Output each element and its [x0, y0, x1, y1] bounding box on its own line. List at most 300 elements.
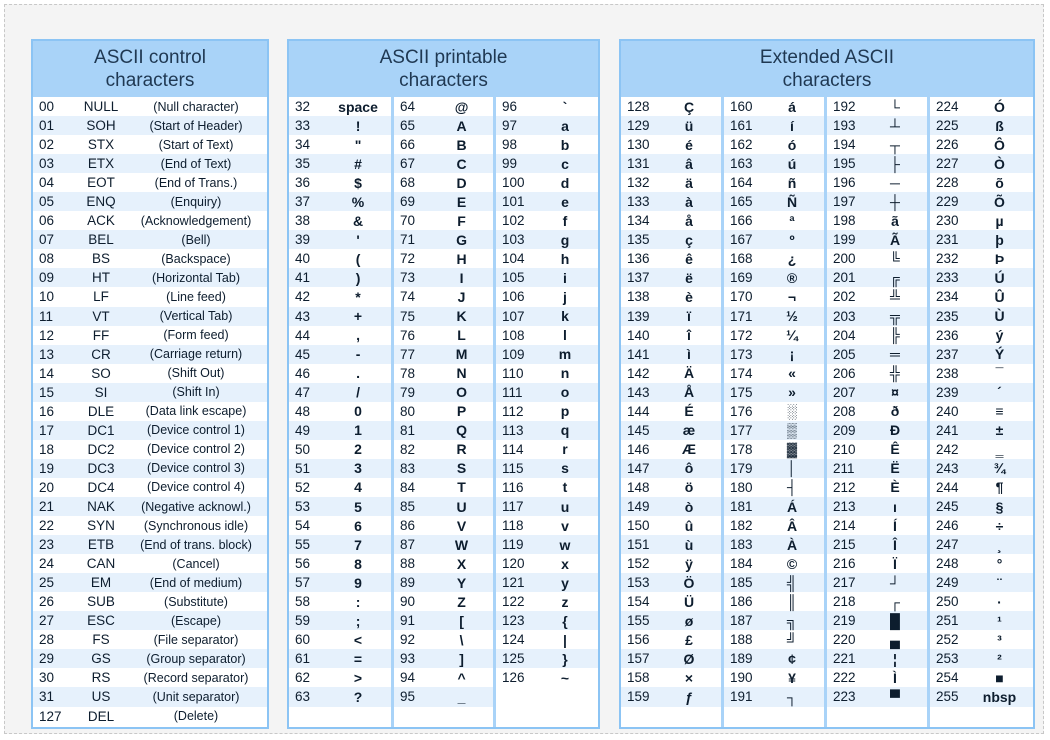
control-abbreviation: EM [90, 575, 112, 591]
character-glyph: Y [456, 574, 467, 591]
table-row [930, 135, 1033, 154]
code-number: 77 [400, 346, 416, 362]
table-row [394, 135, 493, 154]
table-row [33, 440, 267, 459]
character-glyph: ´ [997, 384, 1002, 401]
character-glyph: w [559, 536, 571, 553]
character-glyph: ╦ [890, 308, 900, 325]
character-glyph: + [353, 308, 363, 325]
code-number: 188 [730, 632, 753, 648]
table-row [621, 230, 721, 249]
character-glyph: . [356, 365, 360, 382]
character-glyph: ░ [787, 403, 797, 420]
code-number: 207 [833, 384, 856, 400]
table-row [496, 345, 598, 364]
character-glyph: ¨ [997, 574, 1002, 591]
character-glyph: ï [687, 308, 691, 325]
character-glyph: ▒ [787, 422, 797, 439]
code-number: 96 [502, 99, 518, 115]
table-row [289, 573, 391, 592]
code-number: 156 [627, 632, 650, 648]
character-glyph: A [456, 117, 467, 134]
control-description: (End of trans. block) [140, 537, 252, 552]
table-row [394, 687, 493, 706]
control-description: (End of Text) [160, 156, 232, 171]
character-glyph: ` [562, 98, 568, 115]
character-glyph: ┼ [890, 193, 900, 210]
code-number: 225 [936, 118, 959, 134]
character-glyph: i [563, 269, 567, 286]
table-row [496, 97, 598, 116]
character-glyph: ' [356, 231, 360, 248]
character-glyph: j [563, 288, 567, 305]
code-number: 32 [295, 99, 311, 115]
table-row [930, 230, 1033, 249]
table-row [496, 249, 598, 268]
character-glyph: Ä [683, 365, 695, 382]
table-row [394, 192, 493, 211]
table-row [33, 497, 267, 516]
code-number: 18 [39, 441, 55, 457]
character-glyph: À [786, 536, 798, 553]
table-row [289, 459, 391, 478]
table-row [930, 611, 1033, 630]
character-glyph: └ [890, 98, 900, 115]
code-number: 196 [833, 175, 856, 191]
table-row [930, 402, 1033, 421]
character-glyph: Þ [994, 250, 1005, 267]
character-glyph: y [561, 574, 569, 591]
character-glyph: C [456, 155, 467, 172]
table-row [394, 421, 493, 440]
code-number: 134 [627, 213, 650, 229]
table-row [621, 326, 721, 345]
character-glyph: W [454, 536, 469, 553]
code-number: 63 [295, 689, 311, 705]
code-number: 02 [39, 137, 55, 153]
character-glyph: ± [995, 422, 1004, 439]
character-glyph: Î [893, 536, 897, 553]
character-glyph: ≡ [995, 403, 1004, 420]
code-number: 208 [833, 403, 856, 419]
code-number: 85 [400, 499, 416, 514]
character-glyph: Í [893, 517, 897, 534]
table-row [724, 440, 824, 459]
table-row [827, 135, 927, 154]
table-row [394, 287, 493, 306]
table-row [394, 649, 493, 668]
character-glyph: - [355, 346, 361, 363]
control-abbreviation: CAN [86, 556, 116, 572]
code-number: 53 [295, 499, 311, 514]
table-row [289, 287, 391, 306]
code-number: 19 [39, 460, 55, 476]
character-glyph: õ [995, 174, 1004, 191]
control-abbreviation: DLE [87, 403, 115, 419]
code-number: 119 [502, 537, 524, 553]
table-row [827, 687, 927, 706]
code-number: 90 [400, 594, 416, 610]
table-row [496, 268, 598, 287]
character-glyph: : [355, 593, 361, 610]
table-row [394, 668, 493, 687]
character-glyph: ├ [890, 155, 900, 172]
code-number: 59 [295, 613, 311, 629]
code-number: 168 [730, 251, 753, 267]
table-row [724, 192, 824, 211]
character-glyph: ▄ [890, 631, 900, 648]
control-description: (Start of Text) [158, 137, 234, 152]
character-glyph: [ [459, 612, 464, 629]
character-glyph: í [790, 117, 794, 134]
control-abbreviation: BS [91, 251, 110, 267]
table-row [724, 249, 824, 268]
table-row [394, 478, 493, 497]
code-number: 235 [936, 308, 959, 324]
table-row [724, 345, 824, 364]
table-row [33, 192, 267, 211]
code-number: 233 [936, 270, 959, 286]
table-row [724, 268, 824, 287]
table-row [394, 307, 493, 326]
code-number: 110 [502, 365, 524, 381]
character-glyph: S [456, 460, 467, 477]
table-row [289, 268, 391, 287]
character-glyph: ▓ [786, 441, 798, 458]
table-row [33, 630, 267, 649]
code-number: 221 [833, 651, 856, 667]
control-characters-heading [33, 41, 267, 97]
character-glyph: z [561, 593, 569, 610]
code-number: 01 [39, 118, 55, 134]
table-row [724, 211, 824, 230]
character-glyph: ) [355, 269, 361, 286]
code-number: 230 [936, 213, 959, 229]
heading-line-2: characters [399, 70, 488, 91]
code-number: 35 [295, 156, 311, 172]
table-row [827, 211, 927, 230]
character-glyph: 4 [354, 479, 362, 496]
table-row [33, 707, 267, 726]
table-row [289, 535, 391, 554]
table-row [496, 230, 598, 249]
code-number: 41 [295, 270, 311, 286]
code-number: 49 [295, 422, 311, 438]
table-row [289, 192, 391, 211]
table-row [496, 630, 598, 649]
character-glyph: É [684, 403, 694, 420]
table-row [496, 116, 598, 135]
character-glyph: n [560, 365, 570, 382]
character-glyph: > [353, 669, 363, 686]
table-row [496, 649, 598, 668]
character-glyph: Ñ [786, 193, 798, 210]
character-glyph: " [354, 136, 362, 153]
character-glyph: á [788, 98, 796, 115]
code-number: 142 [627, 365, 650, 381]
code-number: 246 [936, 518, 959, 534]
character-glyph: è [685, 288, 693, 305]
control-abbreviation: DC4 [87, 479, 115, 495]
table-row [930, 668, 1033, 687]
code-number: 245 [936, 499, 959, 514]
code-number: 88 [400, 556, 416, 572]
code-number: 28 [39, 632, 55, 648]
table-row [930, 345, 1033, 364]
character-glyph: ä [685, 174, 693, 191]
code-number: 229 [936, 194, 959, 210]
table-row [496, 668, 598, 687]
table-row [930, 459, 1033, 478]
character-glyph: F [457, 212, 466, 229]
code-number: 128 [627, 99, 650, 115]
character-glyph: Ã [889, 231, 901, 248]
table-row [289, 97, 391, 116]
character-glyph: ô [684, 460, 694, 477]
character-glyph: O [456, 384, 467, 401]
code-number: 25 [39, 575, 55, 591]
code-number: 234 [936, 289, 959, 305]
character-glyph: ò [684, 498, 694, 515]
code-number: 186 [730, 594, 753, 610]
character-glyph: f [562, 212, 568, 229]
character-glyph: | [563, 631, 567, 648]
control-description: (Carriage return) [149, 347, 243, 362]
table-row [33, 326, 267, 345]
code-number: 255 [936, 689, 959, 705]
table-row [621, 154, 721, 173]
code-number: 109 [502, 346, 525, 362]
table-row [827, 97, 927, 116]
code-number: 174 [730, 365, 753, 381]
table-row [496, 383, 598, 402]
table-row [724, 421, 824, 440]
character-glyph: ¡ [789, 346, 795, 363]
code-number: 47 [295, 384, 311, 400]
character-glyph: │ [787, 460, 797, 477]
character-glyph: ! [355, 117, 361, 134]
code-number: 11 [39, 308, 54, 324]
table-row [930, 573, 1033, 592]
character-glyph: Æ [682, 441, 696, 458]
code-number: 139 [627, 308, 650, 324]
table-row [33, 516, 267, 535]
table-row [827, 326, 927, 345]
table-row [394, 345, 493, 364]
control-description: (Horizontal Tab) [151, 270, 240, 285]
table-row [33, 97, 267, 116]
table-row [496, 611, 598, 630]
character-glyph: ì [687, 346, 691, 363]
code-number: 163 [730, 156, 753, 172]
control-description: (Device control 3) [147, 461, 245, 476]
table-row [289, 630, 391, 649]
character-glyph: ¯ [995, 365, 1004, 382]
character-glyph: Õ [994, 193, 1005, 210]
character-glyph: s [561, 460, 569, 477]
code-number: 228 [936, 175, 959, 191]
control-abbreviation: ENQ [86, 194, 116, 210]
table-row [289, 211, 391, 230]
code-number: 126 [502, 670, 525, 686]
code-number: 83 [400, 460, 416, 476]
control-description: (Enquiry) [170, 194, 222, 209]
code-number: 191 [730, 689, 753, 705]
table-row [33, 345, 267, 364]
code-number: 43 [295, 308, 311, 324]
control-description: (Record separator) [143, 670, 249, 685]
code-number: 189 [730, 651, 753, 667]
code-number: 213 [833, 499, 856, 514]
character-glyph: E [456, 193, 467, 210]
table-row [621, 421, 721, 440]
code-number: 54 [295, 518, 311, 534]
table-row [930, 516, 1033, 535]
character-glyph: ó [787, 136, 797, 153]
code-number: 144 [627, 403, 650, 419]
code-number: 56 [295, 556, 311, 572]
character-glyph: X [456, 555, 467, 572]
code-number: 153 [627, 575, 650, 591]
character-glyph: å [685, 212, 693, 229]
code-number: 202 [833, 289, 856, 305]
character-glyph: ¬ [787, 288, 797, 305]
table-row [394, 154, 493, 173]
character-column [930, 97, 1033, 727]
table-row [930, 687, 1033, 706]
table-row [724, 383, 824, 402]
character-glyph: £ [685, 631, 693, 648]
character-glyph: } [562, 650, 568, 667]
table-row [33, 383, 267, 402]
code-number: 253 [936, 651, 959, 667]
code-number: 62 [295, 670, 311, 686]
character-glyph: l [563, 327, 567, 344]
code-number: 86 [400, 518, 416, 534]
character-glyph: 3 [354, 460, 362, 477]
table-row [621, 687, 721, 706]
character-glyph: ü [684, 117, 694, 134]
code-number: 55 [295, 537, 311, 553]
table-row [930, 211, 1033, 230]
table-row [724, 173, 824, 192]
code-number: 201 [833, 270, 856, 286]
table-row [621, 592, 721, 611]
code-number: 238 [936, 365, 959, 381]
character-column [394, 97, 496, 727]
code-number: 171 [730, 308, 753, 324]
character-glyph: ° [996, 555, 1003, 572]
table-row [496, 154, 598, 173]
character-glyph: ╣ [787, 574, 797, 591]
table-row [827, 402, 927, 421]
character-column [496, 97, 598, 727]
character-glyph: Ò [994, 155, 1005, 172]
table-row [394, 230, 493, 249]
table-row [33, 687, 267, 706]
control-column [33, 97, 267, 727]
code-number: 133 [627, 194, 650, 210]
code-number: 162 [730, 137, 753, 153]
code-number: 247 [936, 537, 959, 553]
table-row [724, 668, 824, 687]
character-glyph: ■ [995, 669, 1004, 686]
table-row [827, 116, 927, 135]
code-number: 42 [295, 289, 311, 305]
character-glyph: , [356, 327, 360, 344]
character-glyph: ¸ [997, 536, 1002, 553]
code-number: 164 [730, 175, 753, 191]
table-row [827, 611, 927, 630]
code-number: 192 [833, 99, 856, 115]
code-number: 94 [400, 670, 416, 686]
code-number: 143 [627, 384, 650, 400]
table-row [33, 459, 267, 478]
control-description: (Null character) [153, 99, 239, 114]
control-abbreviation: EOT [87, 175, 115, 191]
table-row [827, 592, 927, 611]
code-number: 117 [502, 499, 524, 514]
character-glyph: ╗ [787, 612, 797, 629]
character-glyph: ö [684, 479, 694, 496]
control-abbreviation: STX [87, 137, 115, 153]
character-glyph: ½ [786, 308, 798, 325]
character-glyph: ┐ [787, 688, 797, 705]
character-column [621, 97, 724, 727]
table-row [930, 440, 1033, 459]
table-row [33, 554, 267, 573]
control-abbreviation: NAK [87, 499, 115, 514]
code-number: 93 [400, 651, 416, 667]
character-column [289, 97, 394, 727]
code-number: 167 [730, 232, 753, 248]
code-number: 14 [39, 365, 55, 381]
code-number: 160 [730, 99, 753, 115]
character-glyph: µ [995, 212, 1004, 229]
character-glyph: & [352, 212, 364, 229]
character-glyph: k [561, 308, 569, 325]
code-number: 218 [833, 594, 856, 610]
table-row [496, 173, 598, 192]
character-glyph: b [560, 136, 570, 153]
code-number: 101 [502, 194, 525, 210]
table-row [289, 383, 391, 402]
heading-line-1: ASCII control [94, 47, 206, 68]
control-description: (Synchronous idle) [143, 518, 249, 533]
control-description: (Device control 1) [147, 423, 245, 438]
character-column [827, 97, 930, 727]
character-glyph: H [456, 250, 467, 267]
table-row [827, 459, 927, 478]
control-description: (Backspace) [161, 251, 231, 266]
table-row [394, 554, 493, 573]
character-glyph: G [456, 231, 467, 248]
code-number: 60 [295, 632, 311, 648]
character-glyph: ¼ [786, 327, 798, 344]
table-row [33, 135, 267, 154]
control-abbreviation: FF [92, 327, 110, 343]
character-glyph: < [353, 631, 363, 648]
character-glyph: $ [354, 174, 362, 191]
character-glyph: 1 [354, 422, 362, 439]
code-number: 216 [833, 556, 856, 572]
control-description: (Negative acknowl.) [141, 499, 251, 514]
control-description: (Form feed) [163, 328, 229, 343]
code-number: 123 [502, 613, 525, 629]
character-glyph: º [789, 231, 795, 248]
table-row [394, 326, 493, 345]
chart-frame [4, 4, 1044, 734]
